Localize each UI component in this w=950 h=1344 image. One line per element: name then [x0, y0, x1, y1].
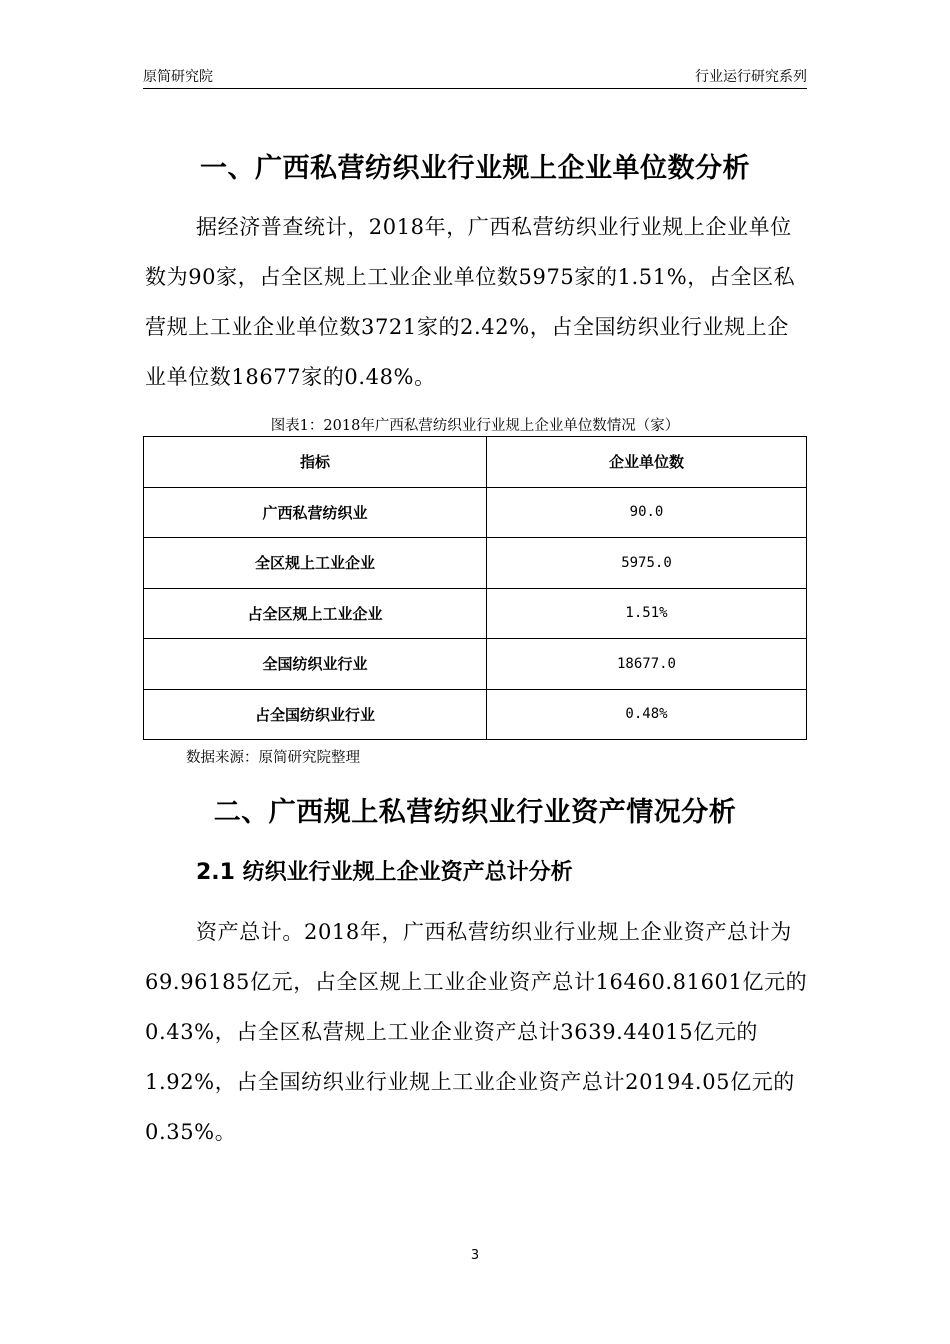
- table-row: [144, 639, 807, 690]
- table-header-row: [144, 437, 807, 488]
- row-label: 全国纺织业行业: [144, 639, 487, 690]
- table-caption: 图表1：2018年广西私营纺织业行业规上企业单位数情况（家）: [270, 418, 680, 434]
- table-row: [144, 588, 807, 639]
- section-2-title: 二、广西规上私营纺织业行业资产情况分析: [213, 797, 737, 828]
- row-label: 全区规上工业企业: [144, 538, 487, 589]
- row-label: 占全国纺织业行业: [144, 689, 487, 740]
- table-source-note: 数据来源：原简研究院整理: [186, 750, 360, 766]
- section-1-title: 一、广西私营纺织业行业规上企业单位数分析: [200, 153, 750, 184]
- header-organization: 原简研究院: [143, 69, 213, 85]
- table-row: [144, 487, 807, 538]
- row-value: 0.48%: [487, 689, 807, 740]
- row-value: 5975.0: [487, 538, 807, 589]
- section-1-paragraph: 据经济普查统计，2018年，广西私营纺织业行业规上企业单位数为90家，占全区规上工业企业单位数5975家的1.51%，占全区私营规上工业企业单位数3721家的2.42%，占全国纺织业行业规上企业单位数18677家的0.48%。: [145, 215, 796, 389]
- row-label: 占全区规上工业企业: [144, 588, 487, 639]
- page-number: 3: [470, 1248, 480, 1263]
- section-2-1-subtitle: 2.1 纺织业行业规上企业资产总计分析: [196, 860, 573, 885]
- header-series: 行业运行研究系列: [695, 69, 807, 85]
- table-header-cell: 企业单位数: [487, 437, 807, 488]
- section-2-1-paragraph: 资产总计。2018年，广西私营纺织业行业规上企业资产总计为69.96185亿元，占全区规上工业企业资产总计16460.81601亿元的0.43%，占全区私营规上工业企业资产总计3639.44015亿元的1.92%，占全国纺织业行业规上工业企业资产总计20194.05亿元的0.35%。: [145, 920, 808, 1144]
- row-value: 1.51%: [487, 588, 807, 639]
- page-header: [143, 66, 807, 89]
- row-value: 18677.0: [487, 639, 807, 690]
- table-row: [144, 538, 807, 589]
- table-header-cell: 指标: [144, 437, 487, 488]
- enterprise-count-table: [143, 436, 807, 740]
- table-row: [144, 689, 807, 740]
- row-value: 90.0: [487, 487, 807, 538]
- row-label: 广西私营纺织业: [144, 487, 487, 538]
